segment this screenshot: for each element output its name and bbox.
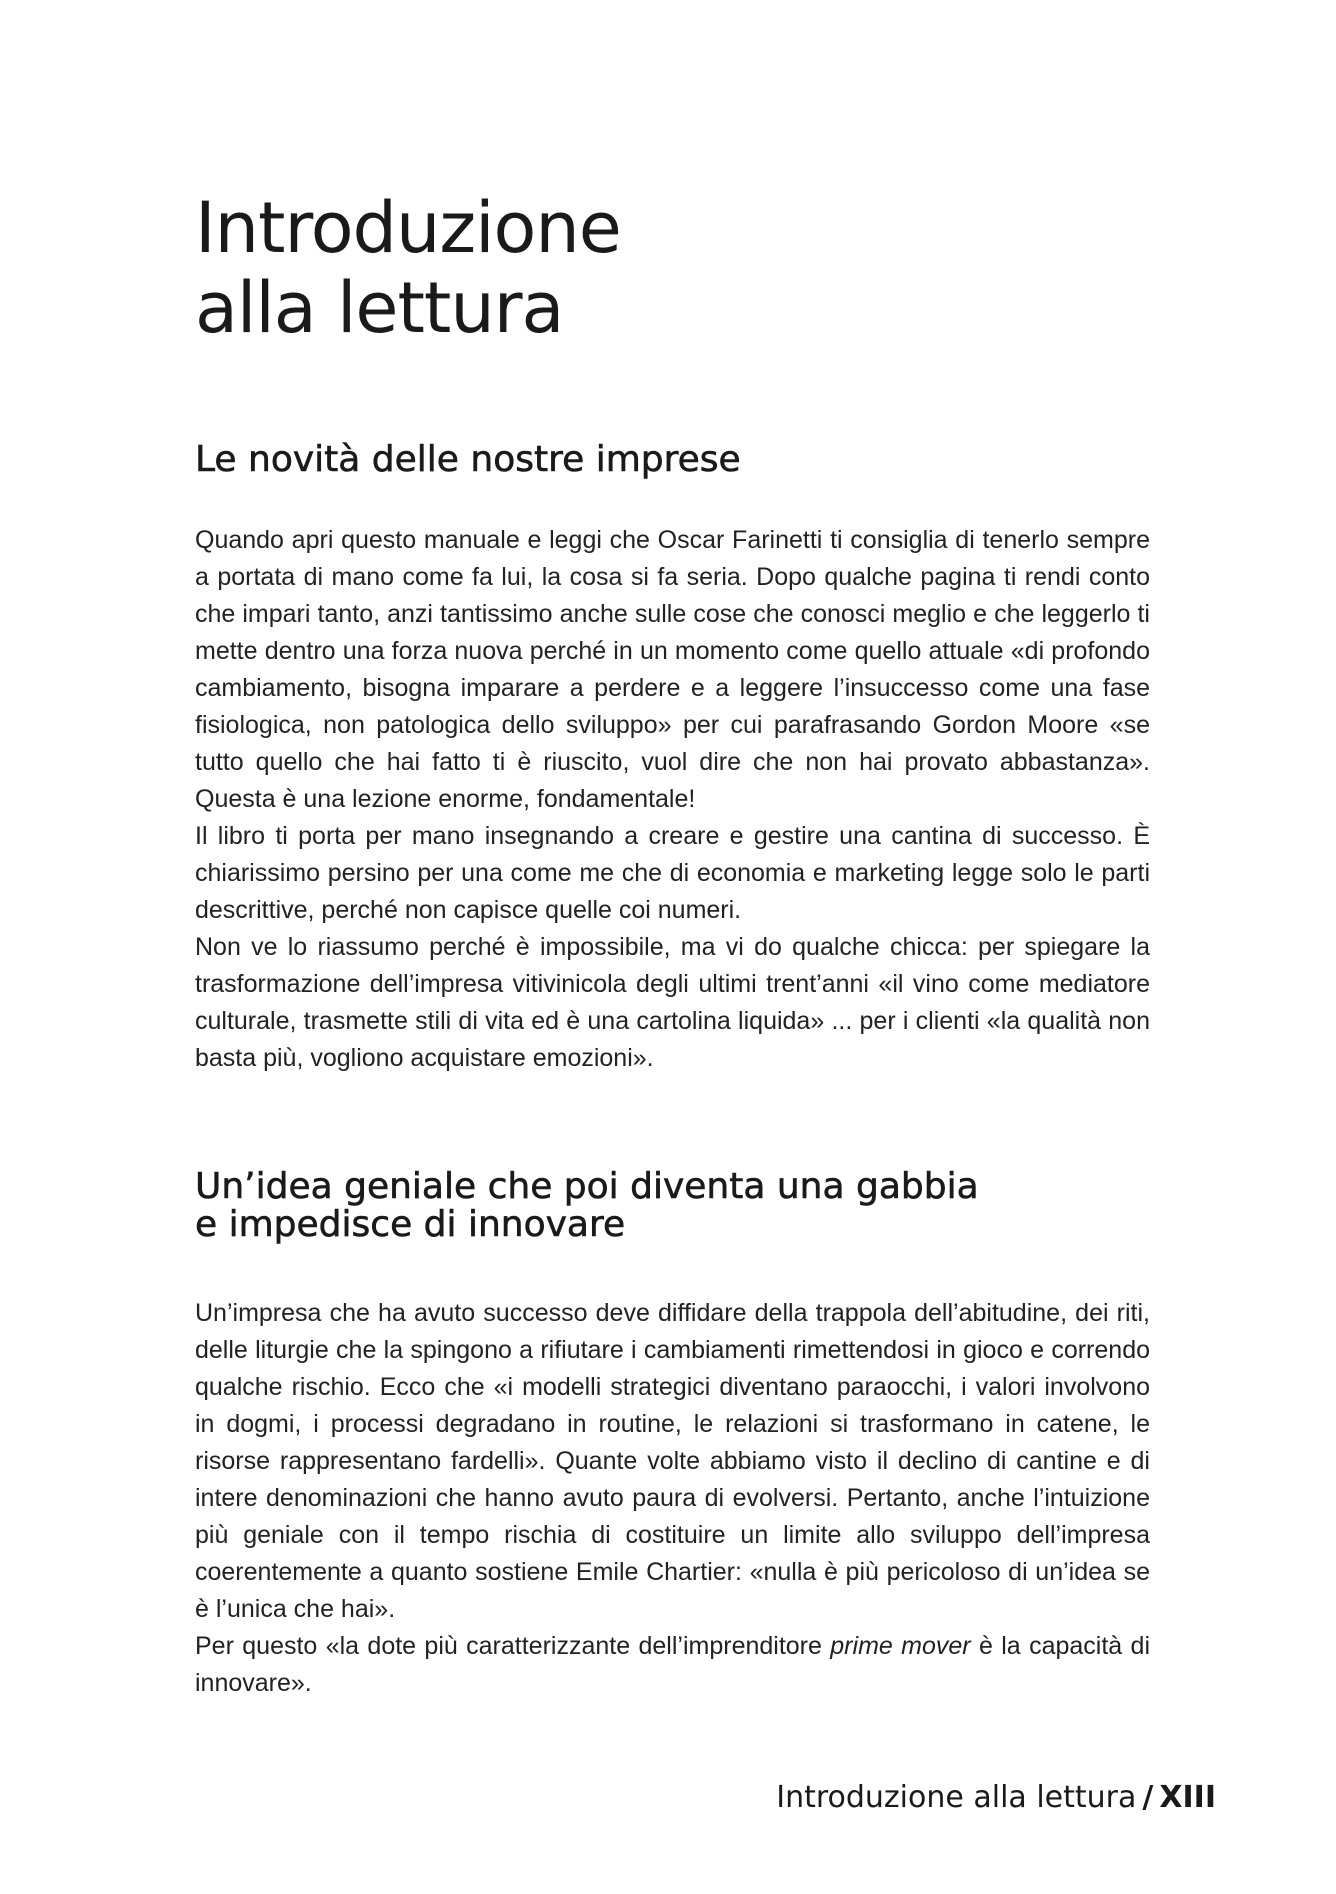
paragraph-text-before: Per questo «la dote più caratterizzante dell’imprenditore <box>195 1632 831 1660</box>
body-paragraph-final <box>195 1628 1150 1702</box>
paragraph-text-after: è la capacità di innovare». <box>195 1632 1151 1697</box>
chapter-title-line-1: Introduzione <box>195 187 621 269</box>
section-heading-text: Le novità delle nostre imprese <box>195 439 741 480</box>
section-heading-novita <box>195 441 1145 479</box>
running-title: Introduzione alla lettura <box>776 1780 1137 1815</box>
footer-separator: / <box>1142 1780 1154 1815</box>
page-number: XIII <box>1159 1780 1216 1815</box>
body-paragraph: Un’impresa che ha avuto successo deve diffidare della trappola dell’abitudine, dei riti, delle liturgie che la spingono a rifiutare i cambiamenti rimettendosi in gioco e correndo qualche rischio. Ecco che «i modelli strategici diventano paraocchi, i valori involvono in dogmi, i processi degradano in routine, le relazioni si trasformano in catene, le risorse rappresentano fardelli». Quante volte abbiamo visto il declino di cantine e di intere denominazioni che hanno avuto paura di evolversi. Pertanto, anche l’intuizione più geniale con il tempo rischia di costituire un limite allo sviluppo dell’impresa coerentemente a quanto sostiene Emile Chartier: «nulla è più pericoloso di un’idea se è l’unica che hai». <box>195 1299 1150 1623</box>
section-heading-line-2: e impedisce di innovare <box>195 1204 626 1245</box>
section-body-idea-geniale <box>195 1295 1150 1702</box>
section-heading-idea-geniale <box>195 1168 1175 1244</box>
chapter-title-line-2: alla lettura <box>195 267 564 349</box>
body-paragraph: Quando apri questo manuale e leggi che Oscar Farinetti ti consiglia di tenerlo sempre a portata di mano come fa lui, la cosa si fa seria. Dopo qualche pagina ti rendi conto che impari tanto, anzi tantissimo anche sulle cose che conosci meglio e che leggerlo ti mette dentro una forza nuova perché in un momento come quello attuale «di profondo cambiamento, bisogna imparare a perdere e a leggere l’insuccesso come una fase fisiologica, non patologica dello sviluppo» per cui parafrasando Gordon Moore «se tutto quello che hai fatto ti è riuscito, vuol dire che non hai provato abbastanza». Questa è una lezione enorme, fondamentale! <box>195 526 1150 813</box>
emphasized-term: prime mover <box>830 1632 971 1660</box>
body-paragraph: Il libro ti porta per mano insegnando a creare e gestire una cantina di successo. È chiarissimo persino per una come me che di economia e marketing legge solo le parti descrittive, perché non capisce quelle coi numeri. <box>195 822 1150 924</box>
section-body-novita <box>195 522 1150 1077</box>
chapter-title <box>195 188 1095 348</box>
running-footer <box>776 1780 1216 1816</box>
section-heading-line-1: Un’idea geniale che poi diventa una gabbia <box>195 1166 979 1207</box>
body-paragraph: Non ve lo riassumo perché è impossibile, ma vi do qualche chicca: per spiegare la trasformazione dell’impresa vitivinicola degli ultimi trent’anni «il vino come mediatore culturale, trasmette stili di vita ed è una cartolina liquida» ... per i clienti «la qualità non basta più, vogliono acquistare emozioni». <box>195 933 1150 1072</box>
